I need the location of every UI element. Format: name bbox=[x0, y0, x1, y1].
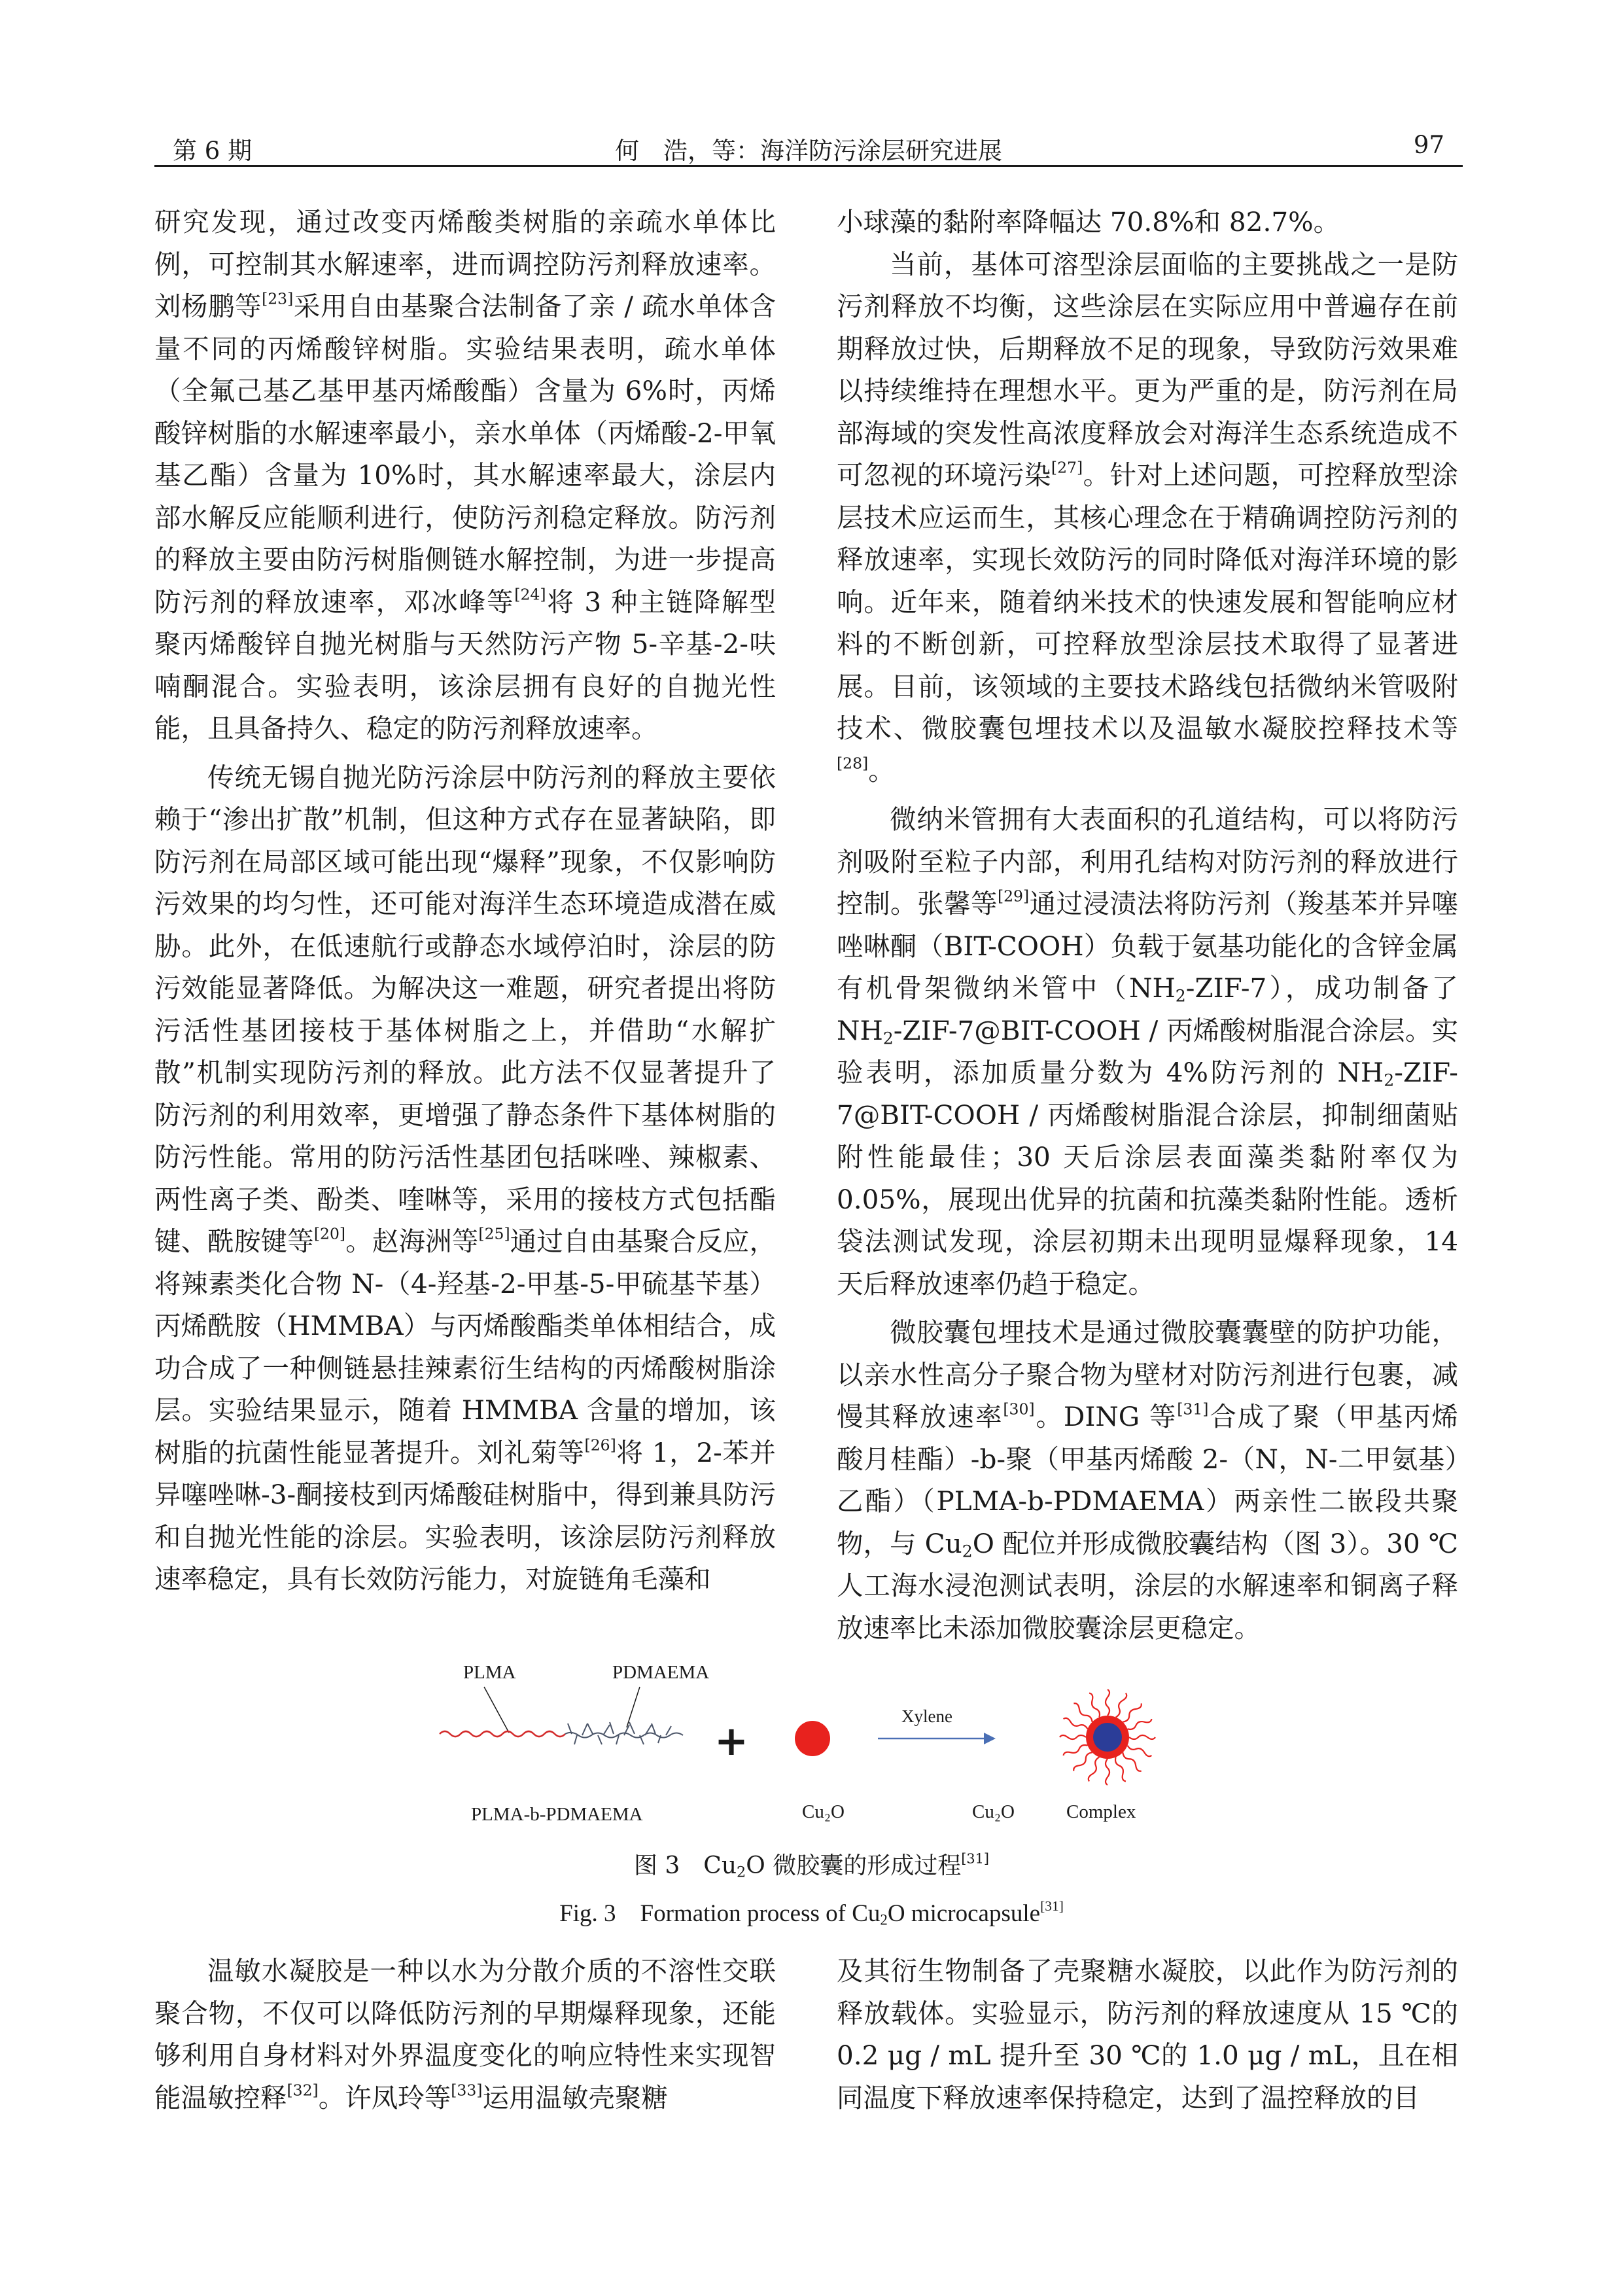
left-column-bottom bbox=[154, 1950, 776, 2119]
label-cu2o-product: Cu₂O bbox=[972, 1801, 1015, 1822]
running-header bbox=[154, 126, 1463, 167]
text-run: 将 1，2-苯并异噻唑啉-3-酮接枝到丙烯酸硅树脂中，得到兼具防污和自抛光性能的涂层。实验表明，该涂层防污剂释放速率稳定，具有长效防污能力，对旋链角毛藻和 bbox=[154, 1436, 777, 1595]
citation-ref: [26] bbox=[584, 1435, 616, 1454]
cu2o-particle bbox=[795, 1721, 830, 1756]
citation-ref: [28] bbox=[837, 753, 869, 772]
citation-ref: [32] bbox=[287, 2080, 319, 2099]
pdmaema-chain bbox=[565, 1722, 683, 1744]
citation-ref: [20] bbox=[313, 1224, 346, 1243]
text-run: 研究发现，通过改变丙烯酸类树脂的亲疏水单体比例，可控制其水解速率，进而调控防污剂释放速率。刘杨鹏等 bbox=[154, 206, 776, 322]
text-run: 。许凤玲等 bbox=[318, 2081, 451, 2113]
citation-ref: [31] bbox=[1040, 1898, 1064, 1914]
citation-ref: [24] bbox=[514, 584, 546, 603]
label-xylene: Xylene bbox=[901, 1706, 952, 1726]
text-run: 合成了聚（甲基丙烯酸月桂酯）-b-聚（甲基丙烯酸 2-（N，N-二甲氨基）乙酯）（PLMA-b-PDMAEMA）两亲性二嵌段共聚物，与 Cu bbox=[837, 1401, 1458, 1559]
text-run: 。针对上述问题，可控释放型涂层技术应运而生，其核心理念在于精确调控防污剂的释放速率，实现长效防污的同时降低对海洋环境的影响。近年来，随着纳米技术的快速发展和智能响应材料的不断创新，可控释放型涂层技术取得了显著进展。目前，该领域的主要技术路线包括微纳米管吸附技术、微胶囊包埋技术以及温敏水凝胶控释技术等 bbox=[837, 459, 1459, 744]
text-run: 微胶囊包埋技术是通过微胶囊囊壁的防护功能，以亲水性高分子聚合物为壁材对防污剂进行包裹，减慢其释放速率 bbox=[837, 1316, 1458, 1432]
left-column bbox=[154, 201, 776, 1600]
subscript: 2 bbox=[1175, 986, 1186, 1006]
right-column-bottom bbox=[837, 1950, 1458, 2119]
label-plma: PLMA bbox=[463, 1662, 516, 1683]
paragraph-microcapsule bbox=[837, 1311, 1458, 1649]
citation-ref: [31] bbox=[1177, 1400, 1209, 1419]
text-run: 小球藻的黏附率降幅达 70.8%和 82.7%。 bbox=[837, 206, 1340, 238]
citation-ref: [33] bbox=[451, 2080, 483, 2099]
paragraph-controlled-release bbox=[837, 243, 1458, 792]
right-column bbox=[837, 201, 1458, 1649]
running-title: 何 浩，等：海洋防污涂层研究进展 bbox=[615, 137, 1002, 165]
text-run: O 配位并形成微胶囊结构（图 3）。30 ℃人工海水浸泡测试表明，涂层的水解速率和铜离子释放速率比未添加微胶囊涂层更稳定。 bbox=[837, 1527, 1458, 1644]
citation-ref: [31] bbox=[961, 1850, 990, 1867]
subscript: 2 bbox=[882, 1028, 894, 1048]
subscript: 2 bbox=[737, 1863, 746, 1881]
citation-ref: [25] bbox=[478, 1224, 510, 1243]
plus-sign: + bbox=[714, 1717, 748, 1765]
text-run: O microcapsule bbox=[887, 1900, 1041, 1927]
text-run: 及其衍生物制备了壳聚糖水凝胶，以此作为防污剂的释放载体。实验显示，防污剂的释放速度从 15 ℃的 0.2 μg / mL 提升至 30 ℃的 1.0 μg / mL，且在相同温度下释放速率保持稳定，达到了温控释放的目 bbox=[837, 1955, 1458, 2113]
issue-number: 第 6 期 bbox=[173, 137, 253, 165]
citation-ref: [30] bbox=[1003, 1400, 1035, 1419]
text-run: 。DING 等 bbox=[1034, 1401, 1178, 1432]
subscript: 2 bbox=[880, 1911, 888, 1928]
text-run: -ZIF-7@BIT-COOH / 丙烯酸树脂混合涂层，抑制细菌贴附性能最佳；30 天后涂层表面藻类黏附率仅为 0.05%，展现出优异的抗菌和抗藻类黏附性能。透析袋法测试发现，涂层初期未出现明显爆释现象，14 天后释放速率仍趋于稳定。 bbox=[837, 1057, 1458, 1299]
citation-ref: [27] bbox=[1051, 458, 1083, 477]
text-run: O 微胶囊的形成过程 bbox=[746, 1852, 962, 1879]
pdmaema-leader-line bbox=[627, 1687, 640, 1727]
text-run: 。 bbox=[868, 754, 895, 786]
figure-caption-english bbox=[0, 1893, 1623, 1928]
subscript: 2 bbox=[962, 1541, 973, 1561]
text-run: Fig. 3 Formation process of Cu bbox=[559, 1900, 881, 1927]
label-pdmaema: PDMAEMA bbox=[612, 1662, 710, 1683]
paragraph-grafting-antifoulant bbox=[154, 756, 776, 1600]
citation-ref: [23] bbox=[262, 289, 294, 308]
paragraph-continuation bbox=[837, 201, 1458, 243]
figure-caption-chinese bbox=[0, 1847, 1623, 1881]
text-run: 运用温敏壳聚糖 bbox=[482, 2081, 668, 2113]
text-run: 采用自由基聚合法制备了亲 / 疏水单体含量不同的丙烯酸锌树脂。实验结果表明，疏水单体（全氟己基乙基甲基丙烯酸酯）含量为 6%时，丙烯酸锌树脂的水解速率最小，亲水单体（丙烯酸-2-甲氧基乙酯）含量为 10%时，其水解速率最大，涂层内部水解反应能顺利进行，使防污剂稳定释放。防污剂的释放主要由防污树脂侧链水解控制，为进一步提高防污剂的释放速率，邓冰峰等 bbox=[154, 291, 776, 618]
paragraph-acrylic-resin-hydrolysis bbox=[154, 201, 776, 750]
complex-micelle bbox=[1060, 1689, 1155, 1785]
text-run: -ZIF-7），成功制备了 NH bbox=[837, 972, 1458, 1046]
text-run: 传统无锡自抛光防污涂层中防污剂的释放主要依赖于“渗出扩散”机制，但这种方式存在显著缺陷，即防污剂在局部区域可能出现“爆释”现象，不仅影响防污效果的均匀性，还可能对海洋生态环境造成潜在威胁。此外，在低速航行或静态水域停泊时，涂层的防污效能显著降低。为解决这一难题，研究者提出将防污活性基团接枝于基体树脂之上，并借助“水解扩散”机制实现防污剂的释放。此方法不仅显著提升了防污剂的利用效率，更增强了静态条件下基体树脂的防污性能。常用的防污活性基团包括咪唑、辣椒素、两性离子类、酚类、喹啉等，采用的接枝方式包括酯键、酰胺键等 bbox=[154, 761, 776, 1257]
label-cu2o-reactant: Cu₂O bbox=[802, 1801, 845, 1822]
citation-ref: [29] bbox=[997, 887, 1030, 906]
label-complex: Complex bbox=[1066, 1801, 1136, 1822]
figure-3-diagram bbox=[432, 1649, 1204, 1832]
text-run: 通过自由基聚合反应，将辣素类化合物 N-（4-羟基-2-甲基-5-甲硫基苄基）丙烯酰胺（HMMBA）与丙烯酸酯类单体相结合，成功合成了一种侧链悬挂辣素衍生结构的丙烯酸树脂涂层。实验结果显示，随着 HMMBA 含量的增加，该树脂的抗菌性能显著提升。刘礼菊等 bbox=[154, 1226, 777, 1468]
text-run: 图 3 Cu bbox=[633, 1852, 737, 1879]
subscript: 2 bbox=[1384, 1070, 1395, 1090]
plma-chain bbox=[440, 1731, 565, 1737]
page-number: 97 bbox=[1413, 131, 1444, 159]
paragraph-nanotube bbox=[837, 798, 1458, 1305]
plma-leader-line bbox=[484, 1687, 509, 1733]
micelle-core bbox=[1093, 1723, 1122, 1752]
text-run: 温敏水凝胶是一种以水为分散介质的不溶性交联聚合物，不仅可以降低防污剂的早期爆释现象，还能够利用自身材料对外界温度变化的响应特性来实现智能温敏控释 bbox=[154, 1955, 776, 2113]
text-run: 微纳米管拥有大表面积的孔道结构，可以将防污剂吸附至粒子内部，利用孔结构对防污剂的释放进行控制。张馨等 bbox=[837, 804, 1458, 919]
label-copolymer: PLMA-b-PDMAEMA bbox=[471, 1804, 643, 1825]
reaction-arrowhead bbox=[984, 1733, 996, 1744]
text-run: 通过浸渍法将防污剂（羧基苯并异噻唑啉酮（BIT-COOH）负载于氨基功能化的含锌金属有机骨架微纳米管中（NH bbox=[837, 888, 1459, 1004]
text-run: 当前，基体可溶型涂层面临的主要挑战之一是防污剂释放不均衡，这些涂层在实际应用中普遍存在前期释放过快，后期释放不足的现象，导致防污效果难以持续维持在理想水平。更为严重的是，防污剂在局部海域的突发性高浓度释放会对海洋生态系统造成不可忽视的环境污染 bbox=[837, 248, 1458, 491]
paragraph-hydrogel bbox=[154, 1950, 776, 2119]
paragraph-hydrogel-continuation bbox=[837, 1950, 1458, 2119]
text-run: 。赵海洲等 bbox=[345, 1226, 479, 1257]
text-run: -ZIF-7@BIT-COOH / 丙烯酸树脂混合涂层。实验表明，添加质量分数为 4%防污剂的 NH bbox=[837, 1014, 1458, 1088]
text-run: 将 3 种主链降解型聚丙烯酸锌自抛光树脂与天然防污产物 5-辛基-2-呋喃酮混合。实验表明，该涂层拥有良好的自抛光性能，且具备持久、稳定的防污剂释放速率。 bbox=[154, 586, 777, 744]
